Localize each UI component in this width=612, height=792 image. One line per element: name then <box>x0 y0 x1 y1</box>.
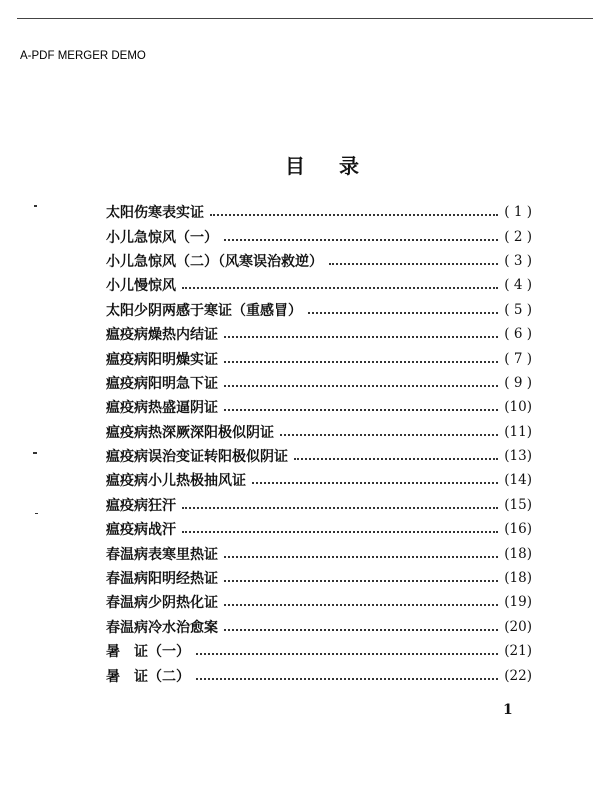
toc-entry-label: 瘟疫病小儿热极抽风证 <box>106 473 246 490</box>
toc-entry[interactable] <box>106 273 532 297</box>
toc-entry-label: 瘟疫病热深厥深阳极似阴证 <box>106 424 274 441</box>
scan-speck <box>35 513 38 514</box>
dot-leader <box>182 287 498 289</box>
toc-entry-label: 暑 证（二） <box>106 668 190 685</box>
dot-leader <box>224 556 498 558</box>
dot-leader <box>210 214 498 216</box>
toc-entry-label: 春温病冷水治愈案 <box>106 619 218 636</box>
dot-leader <box>224 239 498 241</box>
toc-entry-label: 瘟疫病阳明急下证 <box>106 375 218 392</box>
dot-leader <box>252 482 498 484</box>
toc-entry[interactable] <box>106 615 532 639</box>
toc-entry-page: ( 1 ) <box>504 204 532 221</box>
toc-entry-label: 瘟疫病热盛逼阴证 <box>106 400 218 417</box>
dot-leader <box>224 580 498 582</box>
toc-entry[interactable] <box>106 444 532 468</box>
toc-entry-page: ( 4 ) <box>504 277 532 294</box>
toc-entry[interactable] <box>106 200 532 224</box>
toc-entry-label: 瘟疫病战汗 <box>106 522 176 539</box>
dot-leader <box>329 263 498 265</box>
dot-leader <box>294 458 498 460</box>
toc-entry[interactable] <box>106 395 532 419</box>
toc-entry-label: 瘟疫病燥热内结证 <box>106 327 218 344</box>
toc-entry[interactable] <box>106 298 532 322</box>
toc-entry[interactable] <box>106 663 532 687</box>
toc-entry-page: (10) <box>504 399 532 416</box>
toc-entry-page: ( 2 ) <box>504 228 532 245</box>
dot-leader <box>182 531 498 533</box>
toc-entry-label: 春温病表寒里热证 <box>106 546 218 563</box>
toc-entry[interactable] <box>106 639 532 663</box>
scan-speck <box>34 205 37 207</box>
toc-entry-label: 太阳少阴两感于寒证（重感冒） <box>106 302 302 319</box>
toc-entry-page: (22) <box>504 667 532 684</box>
toc-entry-label: 小儿慢惊风 <box>106 278 176 295</box>
toc-entry[interactable] <box>106 371 532 395</box>
toc-entry[interactable] <box>106 420 532 444</box>
toc-entry-label: 小儿急惊风（一） <box>106 229 218 246</box>
toc-entry-page: (11) <box>504 423 532 440</box>
dot-leader <box>182 507 498 509</box>
header-rule <box>17 18 593 19</box>
toc-entry-label: 小儿急惊风（二）（风寒误治救逆） <box>106 253 323 270</box>
toc-entry-label: 瘟疫病狂汗 <box>106 497 176 514</box>
toc-entry-label: 瘟疫病阳明燥实证 <box>106 351 218 368</box>
toc-entry[interactable] <box>106 322 532 346</box>
toc-entry[interactable] <box>106 468 532 492</box>
toc-entry-page: (14) <box>504 472 532 489</box>
toc-entry-page: (21) <box>504 643 532 660</box>
toc-entry-page: (13) <box>504 448 532 465</box>
toc-entry-label: 春温病少阴热化证 <box>106 595 218 612</box>
page-title: 目录 <box>285 154 393 178</box>
dot-leader <box>308 312 498 314</box>
toc-entry[interactable] <box>106 566 532 590</box>
dot-leader <box>280 434 498 436</box>
watermark-text: A-PDF MERGER DEMO <box>20 50 146 62</box>
dot-leader <box>224 385 498 387</box>
dot-leader <box>224 409 498 411</box>
toc-entry-page: ( 3 ) <box>504 252 532 269</box>
page-number: 1 <box>503 702 513 718</box>
dot-leader <box>196 653 498 655</box>
dot-leader <box>224 604 498 606</box>
toc-entry[interactable] <box>106 346 532 370</box>
toc-entry[interactable] <box>106 249 532 273</box>
toc-entry[interactable] <box>106 590 532 614</box>
toc-entry[interactable] <box>106 493 532 517</box>
toc-entry-page: ( 5 ) <box>504 301 532 318</box>
toc-entry[interactable] <box>106 517 532 541</box>
toc-entry-page: ( 9 ) <box>504 374 532 391</box>
dot-leader <box>196 678 498 680</box>
toc-entry-label: 暑 证（一） <box>106 644 190 661</box>
toc-entry-page: (18) <box>504 545 532 562</box>
dot-leader <box>224 361 498 363</box>
toc-entry-page: (20) <box>504 618 532 635</box>
toc-entry-page: ( 6 ) <box>504 326 532 343</box>
toc-entry-page: (18) <box>504 570 532 587</box>
toc-entry-label: 瘟疫病误治变证转阳极似阴证 <box>106 449 288 466</box>
toc-entry-label: 太阳伤寒表实证 <box>106 205 204 222</box>
toc-entry-page: ( 7 ) <box>504 350 532 367</box>
toc-entry-label: 春温病阳明经热证 <box>106 571 218 588</box>
toc-entry-page: (15) <box>504 496 532 513</box>
dot-leader <box>224 336 498 338</box>
toc-entry-page: (16) <box>504 521 532 538</box>
toc-entry[interactable] <box>106 224 532 248</box>
dot-leader <box>224 629 498 631</box>
table-of-contents <box>106 200 532 688</box>
toc-entry-page: (19) <box>504 594 532 611</box>
toc-entry[interactable] <box>106 541 532 565</box>
scan-speck <box>33 452 37 454</box>
